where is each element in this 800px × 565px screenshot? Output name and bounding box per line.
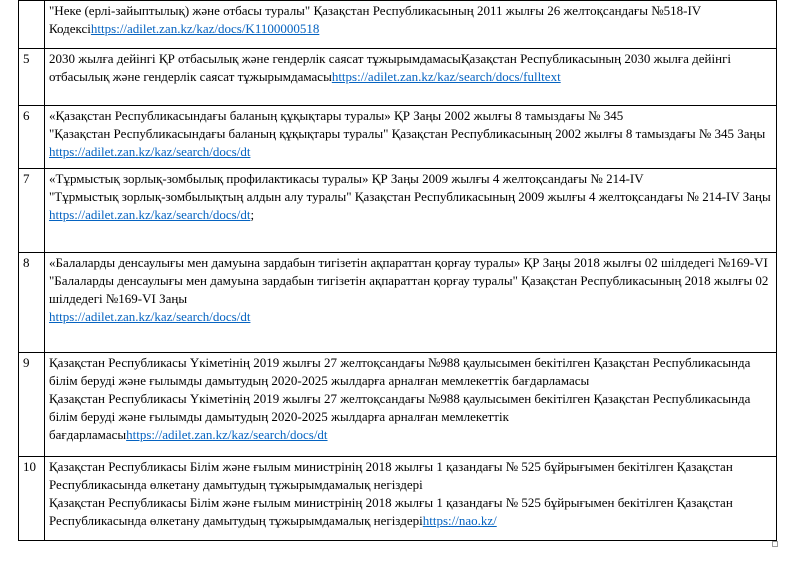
act-line xyxy=(49,50,772,86)
document-page xyxy=(18,0,776,541)
row-content xyxy=(45,106,777,169)
act-title: "Неке (ерлі-зайыптылық) және отбасы туралы" Қазақстан Республикасының 2011 жылғы 26 желтоқсандағы №518-IV Кодексі xyxy=(49,3,701,36)
act-line xyxy=(49,390,772,444)
act-title: Қазақстан Республикасы Үкіметінің 2019 жылғы 27 желтоқсандағы №988 қаулысымен бекітілген Қазақстан Республикасында білім беруді және ғылымды дамытудың 2020-2025 жылдарға арналған мемлекеттік бағдарламасы xyxy=(49,355,751,388)
act-title: "Қазақстан Республикасындағы баланың құқықтары туралы" Қазақстан Республикасының 2002 жылғы 8 тамыздағы № 345 Заңы xyxy=(49,126,766,141)
table-row xyxy=(19,169,777,253)
act-line xyxy=(49,206,772,224)
act-line xyxy=(49,308,772,326)
adilet-link[interactable]: https://adilet.zan.kz/kaz/search/docs/dt xyxy=(126,427,328,442)
act-line xyxy=(49,125,772,161)
row-content xyxy=(45,1,777,49)
act-line xyxy=(49,2,772,38)
table-row xyxy=(19,1,777,49)
row-content xyxy=(45,253,777,353)
adilet-link[interactable]: https://adilet.zan.kz/kaz/search/docs/dt xyxy=(49,144,251,159)
act-title: Қазақстан Республикасы Білім және ғылым министрінің 2018 жылғы 1 қазандағы № 525 бұйрығымен бекітілген Қазақстан Республикасында өлкетану дамытудың тұжырымдамалық негіздері xyxy=(49,495,733,528)
act-title: «Қазақстан Республикасындағы баланың құқықтары туралы» ҚР Заңы 2002 жылғы 8 тамыздағы № 345 xyxy=(49,108,624,123)
row-content xyxy=(45,169,777,253)
act-line xyxy=(49,254,772,272)
link-punctuation: ; xyxy=(250,207,255,222)
row-number: 7 xyxy=(19,169,45,253)
row-number: 6 xyxy=(19,106,45,169)
row-number: 10 xyxy=(19,457,45,541)
row-number: 5 xyxy=(19,49,45,106)
row-content xyxy=(45,49,777,106)
nao-link[interactable]: https://nao.kz/ xyxy=(422,513,497,528)
legal-acts-table xyxy=(18,0,777,541)
table-row xyxy=(19,106,777,169)
act-title: 2030 жылға дейінгі ҚР отбасылық және гендерлік саясат тұжырымдамасыҚазақстан Республикасының 2030 жылға дейінгі отбасылық және гендерлік саясат тұжырымдамасы xyxy=(49,51,732,84)
act-line xyxy=(49,494,772,530)
row-content xyxy=(45,353,777,457)
act-line xyxy=(49,107,772,125)
paragraph-end-marker xyxy=(772,541,778,547)
table-row xyxy=(19,457,777,541)
table-row xyxy=(19,253,777,353)
row-content xyxy=(45,457,777,541)
act-line xyxy=(49,272,772,308)
act-title: "Тұрмыстық зорлық-зомбылықтың алдын алу туралы" Қазақстан Республикасының 2009 жылғы 4 желтоқсандағы № 214-IV Заңы xyxy=(49,189,771,204)
row-number: 8 xyxy=(19,253,45,353)
act-line xyxy=(49,188,772,206)
row-number xyxy=(19,1,45,49)
adilet-link[interactable]: https://adilet.zan.kz/kaz/search/docs/dt xyxy=(49,309,251,324)
act-title: Қазақстан Республикасы Білім және ғылым министрінің 2018 жылғы 1 қазандағы № 525 бұйрығымен бекітілген Қазақстан Республикасында өлкетану дамытудың тұжырымдамалық негіздері xyxy=(49,459,733,492)
adilet-link[interactable]: https://adilet.zan.kz/kaz/search/docs/dt xyxy=(49,207,251,222)
act-line xyxy=(49,354,772,390)
table-row xyxy=(19,353,777,457)
adilet-link[interactable]: https://adilet.zan.kz/kaz/search/docs/fulltext xyxy=(331,69,561,84)
adilet-link[interactable]: https://adilet.zan.kz/kaz/docs/K1100000518 xyxy=(90,21,320,36)
table-row xyxy=(19,49,777,106)
act-line xyxy=(49,170,772,188)
act-title: «Тұрмыстық зорлық-зомбылық профилактикасы туралы» ҚР Заңы 2009 жылғы 4 желтоқсандағы № 214-IV xyxy=(49,171,644,186)
act-line xyxy=(49,458,772,494)
act-title: «Балаларды денсаулығы мен дамуына зардабын тигізетін ақпараттан қорғау туралы» ҚР Заңы 2018 жылғы 02 шілдедегі №169-VI xyxy=(49,255,768,270)
act-title: Қазақстан Республикасы Үкіметінің 2019 жылғы 27 желтоқсандағы №988 қаулысымен бекітілген Қазақстан Республикасында білім беруді және ғылымды дамытудың 2020-2025 жылдарға арналған мемлекеттік бағдарламасы xyxy=(49,391,751,442)
act-title: "Балаларды денсаулығы мен дамуына зардабын тигізетін ақпараттан қорғау туралы" Қазақстан Республикасының 2018 жылғы 02 шілдедегі №169-VI Заңы xyxy=(49,273,769,306)
row-number: 9 xyxy=(19,353,45,457)
